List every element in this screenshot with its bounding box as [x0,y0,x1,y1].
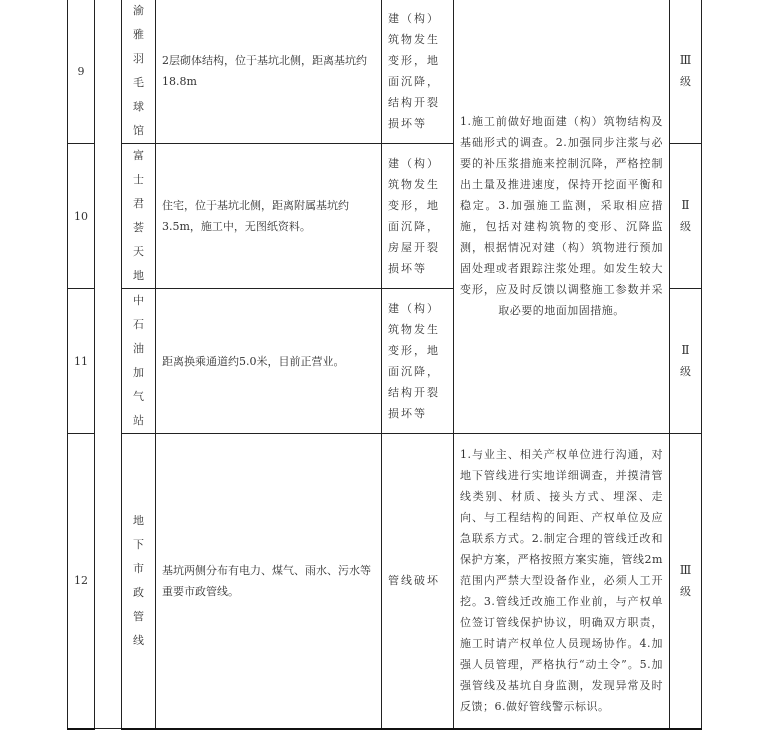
table-row [68,0,702,144]
merged-blank-column [95,0,122,729]
object-description: 距离换乘通道约5.0米，目前正营业。 [156,289,382,434]
risk-table [67,0,702,730]
risk-description: 管线破坏 [382,434,454,729]
object-name: 中石油加气站 [122,289,156,434]
risk-level-suffix: 级 [680,584,691,598]
object-description: 2层砌体结构，位于基坑北侧，距离基坑约18.8m [156,0,382,144]
object-name: 渝雅羽毛球馆 [122,0,156,144]
risk-level-suffix: 级 [680,365,691,378]
object-name: 富士君荟天地 [122,144,156,289]
risk-description: 建（构）筑物发生变形，地面沉降，房屋开裂损坏等 [382,144,454,289]
table-row [68,434,702,729]
risk-level-suffix: 级 [680,75,691,88]
object-name: 地下市政管线 [122,434,156,729]
row-number: 9 [68,0,95,144]
row-number: 11 [68,289,95,434]
risk-level [670,434,702,729]
row-number: 10 [68,144,95,289]
risk-description: 建（构）筑物发生变形，地面沉降，结构开裂损坏等 [382,289,454,434]
risk-level-grade: Ⅱ [681,343,690,357]
risk-description: 建（构）筑物发生变形，地面沉降，结构开裂损坏等 [382,0,454,144]
risk-level-grade: Ⅱ [681,198,690,212]
risk-level-grade: Ⅲ [679,562,692,577]
risk-level [670,289,702,434]
control-measures: 1.与业主、相关产权单位进行沟通，对地下管线进行实地详细调查，并摸清管线类别、材质、接头方式、埋深、走向、与工程结构的间距、产权单位及应急联系方式。2.制定合理的管线迁改和保护方案，严格按照方案实施，管线2m范围内严禁大型设备作业，必须人工开挖。3.管线迁改施工作业前，与产权单位签订管线保护协议，明确双方职责，施工时请产权单位人员现场协作。4.加强人员管理，严格执行“动土令”。5.加强管线及基坑自身监测，发现异常及时反馈；6.做好管线警示标识。 [454,434,670,729]
risk-level-suffix: 级 [680,220,691,233]
risk-level [670,0,702,144]
risk-level [670,144,702,289]
risk-level-grade: Ⅲ [679,53,692,67]
object-description: 基坑两侧分布有电力、煤气、雨水、污水等重要市政管线。 [156,434,382,729]
object-description: 住宅，位于基坑北侧，距离附属基坑约3.5m，施工中，无图纸资料。 [156,144,382,289]
row-number: 12 [68,434,95,729]
control-measures: 1.施工前做好地面建（构）筑物结构及基础形式的调查。2.加强同步注浆与必要的补压浆措施来控制沉降，严格控制出土量及推进速度，保持开挖面平衡和稳定。3.加强施工监测，采取相应措施，包括对建构筑物的变形、沉降监测，根据情况对建（构）筑物进行预加固处理或者跟踪注浆处理。如发生较大变形，应及时反馈以调整施工参数并采取必要的地面加固措施。 [454,0,670,434]
